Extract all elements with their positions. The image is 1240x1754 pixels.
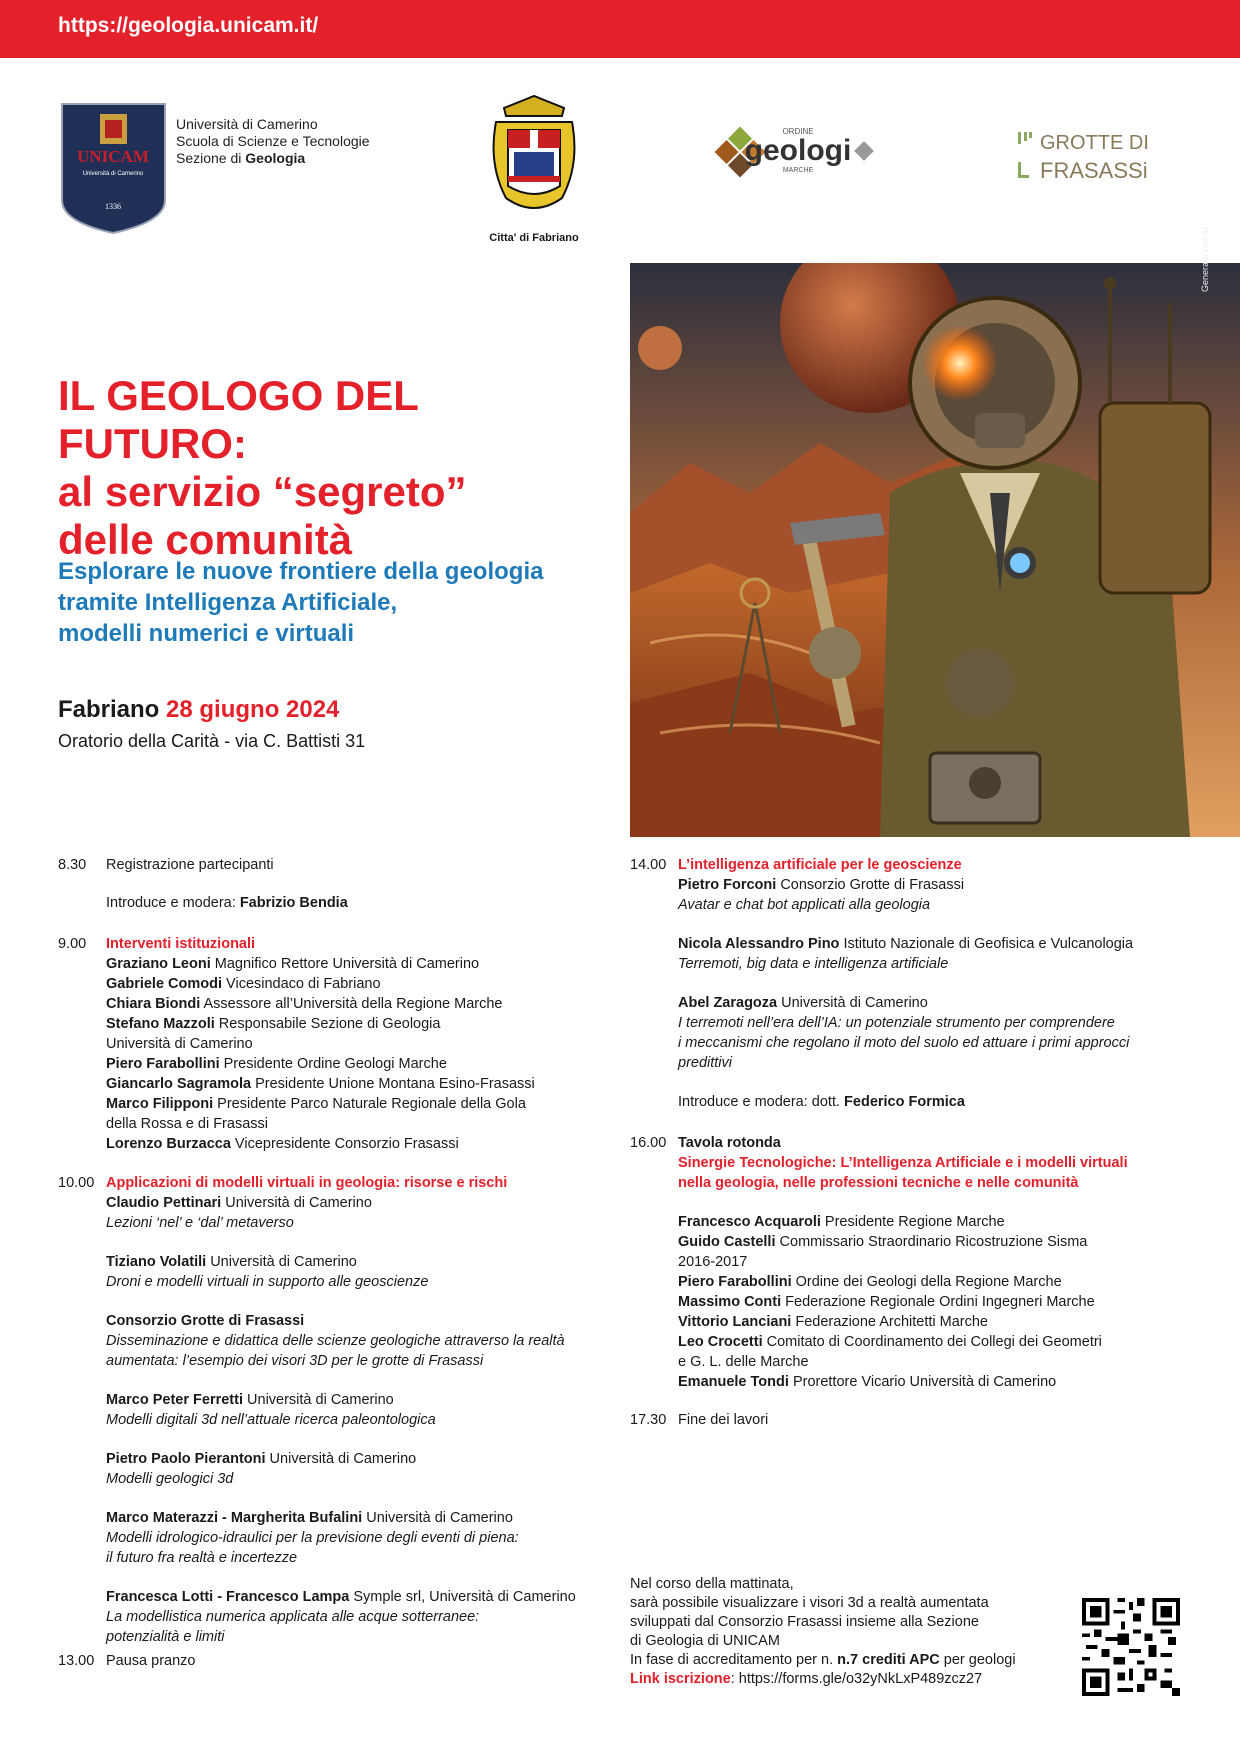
unicam-affiliation: Università di Camerino Scuola di Scienze e Tecnologie Sezione di Geologia [176,116,370,166]
moderator-2: Introduce e modera: dott. Federico Formica [678,1094,965,1110]
unicam-logo [60,102,167,235]
fabriano-crest [484,94,584,218]
time-1600: 16.00 [630,1135,667,1151]
svg-text:MARCHE: MARCHE [782,167,814,174]
registration-link[interactable]: Link iscrizione: https://forms.gle/o32yNkLxP489zcz27 [630,1671,983,1687]
registration-note: Nel corso della mattinata, sarà possibile visualizzare i visori 3d a realtà aumentata sviluppati dal Consorzio Frasassi insieme alla Sezione di Geologia di UNICAM In fase di accreditamento per n. n.7 crediti APC per geologi Link iscrizione: https://forms.gle/o32yNkLxP489zcz27 [630,1575,1050,1689]
event-date: Fabriano 28 giugno 2024 [58,696,340,723]
moderator-1: Introduce e modera: Fabrizio Bendia [106,895,348,911]
session-virtual-models: Applicazioni di modelli virtuali in geologia: risorse e rischi Claudio Pettinari Università di Camerino Lezioni ‘nel’ e ‘dal’ metaverso Tiziano Volatili Università di Camerino Droni e modelli virtuali in supporto alle geoscienze Consorzio Grotte di Frasassi Disseminazione e didattica delle scienze geologiche attraverso la realtà aumentata: l’esempio dei visori 3D per le grotte di Frasassi Marco Peter Ferretti Università di Camerino Modelli digitali 3d nell’attuale ricerca paleontologica Pietro Paolo Pierantoni Università di Camerino Modelli geologici 3d Marco Materazzi - Margherita Bufalini Università di Camerino Modelli idrologico-idraulici per la previsione degli eventi di piena: il futuro fra realtà e incertezze Francesca Lotti - Francesco Lampa Symple srl, Università di Camerino La modellistica numerica applicata alle acque sotterranee: potenzialità e limiti [106,1175,576,1645]
ai-caption: Generata con AI [1200,226,1210,292]
event-venue: Oratorio della Carità - via C. Battisti 31 [58,731,366,751]
ordine-geologi-logo [714,122,894,182]
fabriano-label: Citta' di Fabriano [489,232,579,244]
session-institutional: Interventi istituzionali Graziano Leoni Magnifico Rettore Università di Camerino Gabriele Comodi Vicesindaco di Fabriano Chiara Biondi Assessore all’Università della Regione Marche Stefano Mazzoli Responsabile Sezione di Geologia Università di Camerino Piero Farabollini Presidente Ordine Geologi Marche Giancarlo Sagramola Presidente Unione Montana Esino-Frasassi Marco Filipponi Presidente Parco Naturale Regionale della Gola della Rossa e di Frasassi Lorenzo Burzacca Vicepresidente Consorzio Frasassi [106,936,535,1152]
program-left [58,855,618,1675]
round-table: Tavola rotonda Sinergie Tecnologiche: L’Intelligenza Artificiale e i modelli virtuali nella geologia, nelle professioni tecniche e nelle comunità Francesco Acquaroli Presidente Regione Marche Guido Castelli Commissario Straordinario Ricostruzione Sisma 2016-2017 Piero Farabollini Ordine dei Geologi della Regione Marche Massimo Conti Federazione Regionale Ordini Ingegneri Marche Vittorio Lanciani Federazione Architetti Marche Leo Crocetti Comitato di Coordinamento dei Collegi dei Geometri e G. L. delle Marche Emanuele Tondi Prorettore Vicario Università di Camerino [678,1135,1128,1390]
time-830: 8.30 [58,857,87,873]
closing: Fine dei lavori [678,1412,769,1428]
time-1400: 14.00 [630,857,667,873]
lunch-break: Pausa pranzo [106,1653,196,1669]
svg-text:GROTTE DI: GROTTE DI [1040,132,1149,154]
grotte-frasassi-logo [1018,128,1178,182]
time-900: 9.00 [58,936,87,952]
unicam-shield-sub: Università di Camerino [82,171,144,177]
time-1000: 10.00 [58,1175,95,1191]
time-1730: 17.30 [630,1412,667,1428]
unicam-year: 1336 [105,202,121,211]
svg-text:FRASASSi: FRASASSi [1040,158,1148,182]
registration: Registrazione partecipanti [106,857,274,873]
event-title: IL GEOLOGO DEL FUTURO: al servizio “segreto” delle comunità [58,372,467,563]
top-banner [0,0,1240,58]
svg-text:ORDINE: ORDINE [782,127,814,136]
event-subtitle: Esplorare le nuove frontiere della geologia tramite Intelligenza Artificiale, modelli numerici e virtuali [58,558,544,647]
svg-text:geologi: geologi [744,134,852,167]
qr-code[interactable] [1082,1598,1180,1696]
website-link[interactable]: https://geologia.unicam.it/ [58,14,319,37]
session-ai: L’intelligenza artificiale per le geoscienze Pietro Forconi Consorzio Grotte di Frasassi Avatar e chat bot applicati alla geologia Nicola Alessandro Pino Istituto Nazionale di Geofisica e Vulcanologia Terremoti, big data e intelligenza artificiale Abel Zaragoza Università di Camerino I terremoti nell’era dell’IA: un potenziale strumento per comprendere i meccanismi che regolano il moto del suolo ed attuare i primi approcci predittivi Introduce e modera: dott. Federico Formica [678,855,1218,1112]
program-right [630,855,1210,1428]
hero-illustration [630,263,1240,837]
unicam-shield-text: UNICAM [77,147,149,166]
time-1300: 13.00 [58,1653,95,1669]
